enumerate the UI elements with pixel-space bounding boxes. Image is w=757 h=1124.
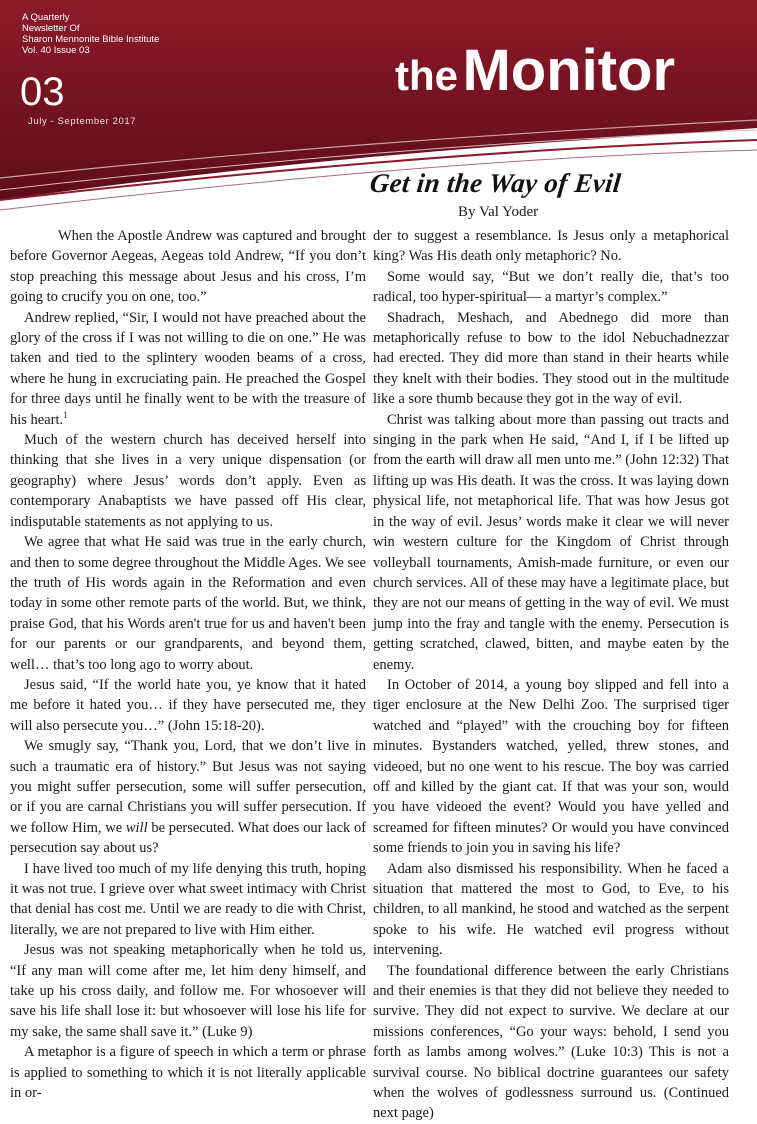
issue-date: July - September 2017: [28, 116, 137, 127]
paragraph: Much of the western church has deceived herself into thinking that she lives in a very unique dispensation (or geography) where Jesus’ words don’t apply. Even as contemporary Anabaptists we have passed off His clear, indisputable statements as not applying to us.: [10, 432, 366, 530]
paragraph: I have lived too much of my life denying this truth, hoping it was not true. I grieve over what sweet intimacy with Christ that denial has cost me. Until we are ready to die with Christ, literally, we are not prepared to live with Him either.: [10, 860, 366, 938]
paragraph: Christ was talking about more than passing out tracts and singing in the park when He said, “And I, if I be lifted up from the earth will draw all men unto me.” (John 12:32) That lifting up was His death. It was the cross. It was laying down physical life, not metaphorical life. That was how Jesus got in the way of evil. Jesus’ words make it clear we will never win western culture for the Kingdom of Christ through volleyball tournaments, Amish-made furniture, or even our church services. All of these may have a legitimate place, but they are not our means of getting in the way of evil. We must jump into the fray and tangle with the enemy. Persecution is getting scratched, clawed, bitten, and maybe eaten by the enemy.: [373, 411, 729, 673]
footnote-mark: 1: [63, 409, 68, 420]
paragraph: [10, 308, 366, 430]
masthead-info: [22, 12, 159, 56]
paragraph: The foundational difference between the early Christians and their enemies is that they did not believe they needed to survive. They did not expect to survive. We declare at our missions conferences, “Go your ways: behold, I send you forth as lambs among wolves.” (Luke 10:3) This is not a survival course. No biblical doctrine guarantees our safety when the wolves of godlessness surround us. (Continued next page): [373, 962, 729, 1122]
title-the: the: [395, 52, 458, 99]
paragraph: We agree that what He said was true in the early church, and then to some degree throughout the Middle Ages. We see the truth of His words again in the Reformation and even today in some other remote parts of the world. But, we think, praise God, that his Words aren't true for us and haven't been for our parents or our grandparents, and beyond them, well… that’s too long ago to worry about.: [10, 534, 366, 673]
article-column-right: [373, 226, 729, 1124]
paragraph: Some would say, “But we don’t really die, that’s too radical, too hyper-spiritual— a martyr’s complex.”: [373, 268, 729, 306]
volume-label: Vol. 40 Issue 03: [22, 45, 90, 56]
paragraph-text: We smugly say, “Thank you, Lord, that we don’t live in such a traumatic era of history.” But Jesus was not saying you might suffer persecution, some will suffer persecution, or if you are carnal Christians you will suffer persecution. If we follow Him, we: [10, 738, 366, 836]
paragraph: In October of 2014, a young boy slipped and fell into a tiger enclosure at the New Delhi Zoo. The surprised tiger watched and “played” with the crouching boy for fifteen minutes. Bystanders watched, yelled, threw stones, and videoed, but no one went to his rescue. The boy was carried off and killed by the giant cat. If that was your son, would you have videoed the event? Would you have yelled and screamed for fifteen minutes? Or would you have convinced some friends to join you in saving his life?: [373, 676, 729, 857]
paragraph: Shadrach, Meshach, and Abednego did more than metaphorically refuse to bow to the idol Nebuchadnezzar had erected. They did more than stand in their hearts while they knelt with their bodies. They stood out in the multitude like a sore thumb because they got in the way of evil.: [373, 309, 729, 408]
newsletter-title: [395, 36, 675, 121]
masthead-line: Newsletter Of: [22, 23, 80, 34]
masthead-line: Sharon Mennonite Bible Institute: [22, 34, 160, 45]
emphasis-word: will: [125, 819, 148, 836]
paragraph: Jesus was not speaking metaphorically when he told us, “If any man will come after me, let him deny himself, and take up his cross daily, and follow me. For whosoever will save his life shall lose it: but whosoever will lose his life for my sake, the same shall save it.” (Luke 9): [10, 942, 366, 1040]
article-byline: By Val Yoder: [458, 204, 539, 220]
paragraph: [10, 736, 366, 858]
paragraph: A metaphor is a figure of speech in which a term or phrase is applied to something to which it is not literally applicable in or-: [10, 1044, 366, 1102]
paragraph: der to suggest a resemblance. Is Jesus only a metaphorical king? Was His death only metaphoric? No.: [373, 228, 729, 265]
paragraph: When the Apostle Andrew was captured and brought before Governor Aegeas, Aegeas told Andrew, “If you don’t stop preaching this message about Jesus and his cross, I’m going to crucify you on one, too.”: [10, 228, 366, 306]
title-monitor: Monitor: [462, 38, 676, 103]
issue-number: 03: [20, 70, 65, 114]
paragraph-text: be persecuted. What does our lack of persecution say about us?: [10, 819, 367, 857]
paragraph: Jesus said, “If the world hate you, ye know that it hated me before it hated you… if they have persecuted me, they will also persecute you…” (John 15:18-20).: [10, 676, 366, 734]
paragraph: Adam also dismissed his responsibility. When he faced a situation that mattered the most to God, to Eve, to his children, to all mankind, he stood and watched as the serpent spoke to his wife. He watched evil progress without intervening.: [373, 860, 729, 959]
article-headline: Get in the Way of Evil: [368, 168, 623, 198]
masthead-line: A Quarterly: [22, 12, 70, 23]
paragraph-text: Andrew replied, “Sir, I would not have preached about the glory of the cross if I was not willing to die on one.” He was taken and tied to the splintery wooden beams of a cross, where he hung in excruciating pain. He preached the Gospel for three days until he finally went to be with the treasure of his heart.: [10, 309, 366, 428]
article-column-left: [10, 226, 366, 1103]
